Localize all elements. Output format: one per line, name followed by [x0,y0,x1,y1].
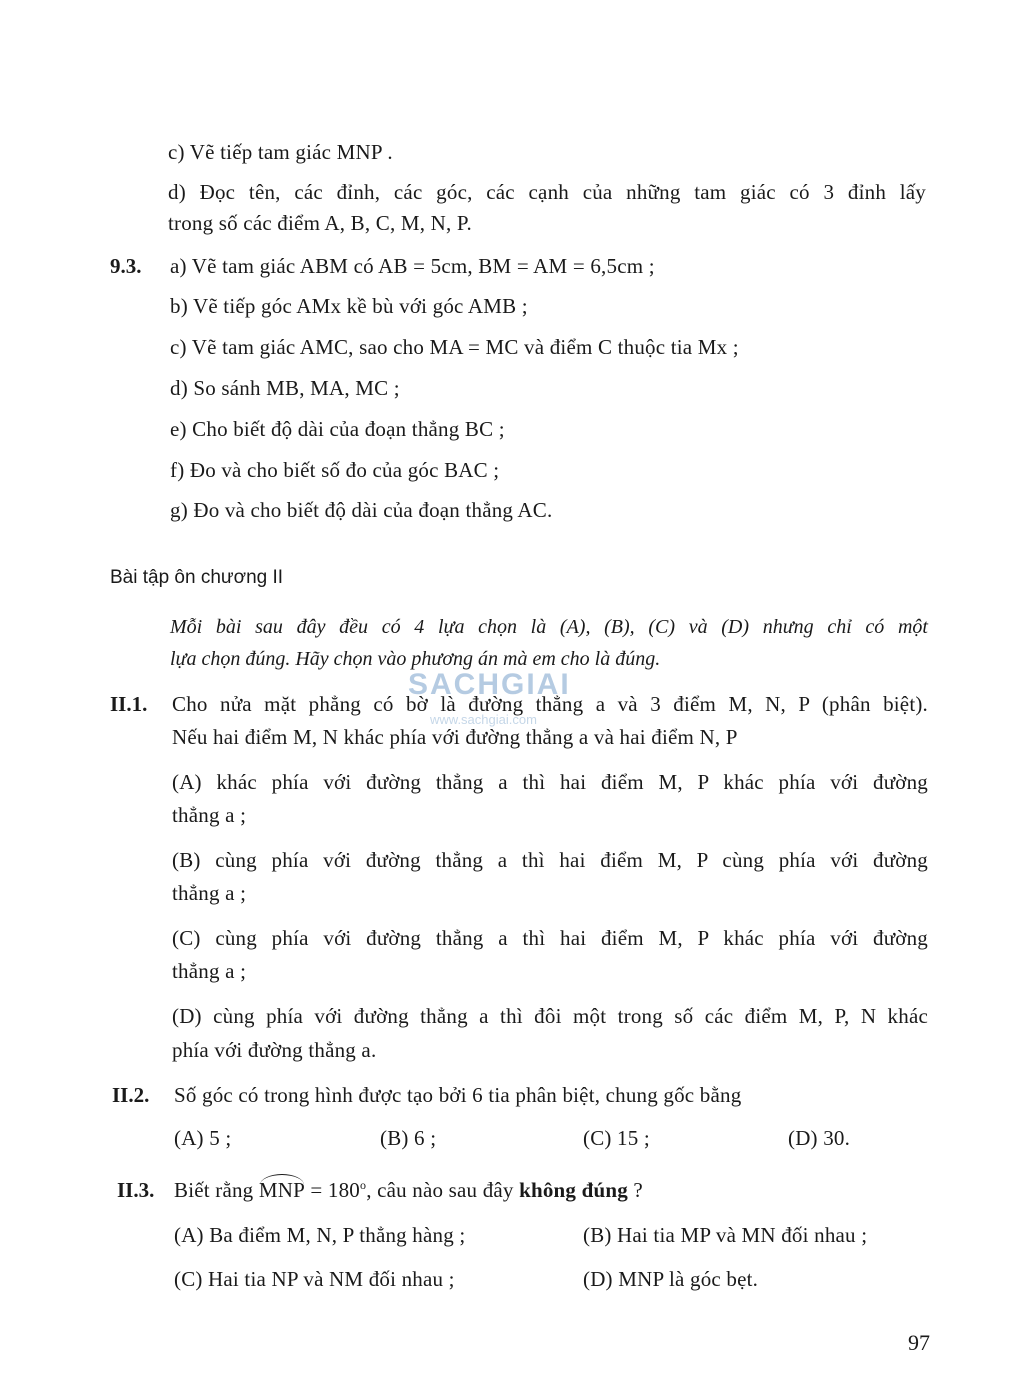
exercise-9-3-a: a) Vẽ tam giác ABM có AB = 5cm, BM = AM = 6,5cm ; [170,254,655,278]
option-II-1-D-line1: (D) cùng phía với đường thẳng a thì đôi một trong số các điểm M, P, N khác [172,1004,928,1028]
question-prefix: Biết rằng [174,1178,254,1202]
watermark-url: www.sachgiai.com [430,712,537,727]
option-II-1-C-line1: (C) cùng phía với đường thẳng a thì hai điểm M, P khác phía với đường [172,926,928,950]
exercise-II-1-number: II.1. [110,692,148,716]
section-heading: Bài tập ôn chương II [110,567,284,588]
option-II-1-A-line2: thẳng a ; [172,803,247,827]
option-II-3-A: (A) Ba điểm M, N, P thẳng hàng ; [174,1223,466,1247]
option-II-3-C: (C) Hai tia NP và NM đối nhau ; [174,1267,455,1291]
item-d-line2: trong số các điểm A, B, C, M, N, P. [168,211,472,235]
exercise-II-3-question [174,1178,643,1203]
section-intro-line2: lựa chọn đúng. Hãy chọn vào phương án mà em cho là đúng. [170,648,661,670]
option-II-1-D-line2: phía với đường thẳng a. [172,1038,377,1062]
option-II-2-D: (D) 30. [788,1126,851,1150]
option-II-3-B: (B) Hai tia MP và MN đối nhau ; [583,1223,868,1247]
option-II-1-A-line1: (A) khác phía với đường thẳng a thì hai điểm M, P khác phía với đường [172,770,928,794]
degree-symbol: o [360,1178,367,1192]
option-II-2-A: (A) 5 ; [174,1126,232,1150]
exercise-II-2-number: II.2. [112,1083,150,1107]
angle-equals: = 180 [310,1178,360,1202]
exercise-II-3-number: II.3. [117,1178,155,1202]
exercise-II-1-question-line1: Cho nửa mặt phẳng có bờ là đường thẳng a và 3 điểm M, N, P (phân biệt). [172,692,928,716]
watermark-logo: SACHGIAI [408,668,571,701]
option-II-1-B-line1: (B) cùng phía với đường thẳng a thì hai điểm M, P cùng phía với đường [172,848,928,872]
exercise-9-3-c: c) Vẽ tam giác AMC, sao cho MA = MC và điểm C thuộc tia Mx ; [170,335,739,359]
question-middle: , câu nào sau đây [366,1178,514,1202]
section-intro-line1: Mỗi bài sau đây đều có 4 lựa chọn là (A), (B), (C) và (D) nhưng chỉ có một [170,616,928,638]
option-II-1-C-line2: thẳng a ; [172,959,247,983]
option-II-1-B-line2: thẳng a ; [172,881,247,905]
question-mark: ? [633,1178,643,1202]
exercise-II-1-question-line2: Nếu hai điểm M, N khác phía với đường thẳng a và hai điểm N, P [172,725,738,749]
item-d-line1: d) Đọc tên, các đỉnh, các góc, các cạnh của những tam giác có 3 đỉnh lấy [168,180,926,204]
option-II-2-B: (B) 6 ; [380,1126,437,1150]
exercise-II-2-question: Số góc có trong hình được tạo bởi 6 tia phân biệt, chung gốc bằng [174,1083,742,1107]
page-number: 97 [908,1330,930,1355]
angle-arc-notation: MNP [258,1178,305,1202]
option-II-3-D: (D) MNP là góc bẹt. [583,1267,759,1291]
exercise-9-3-g: g) Đo và cho biết độ dài của đoạn thẳng AC. [170,498,553,522]
exercise-9-3-number: 9.3. [110,254,142,278]
item-c-draw-triangle: c) Vẽ tiếp tam giác MNP . [168,140,393,164]
exercise-9-3-f: f) Đo và cho biết số đo của góc BAC ; [170,458,500,482]
option-II-2-C: (C) 15 ; [583,1126,650,1150]
exercise-9-3-e: e) Cho biết độ dài của đoạn thẳng BC ; [170,417,505,441]
emphasis-not-correct: không đúng [519,1178,628,1202]
exercise-9-3-d: d) So sánh MB, MA, MC ; [170,376,400,400]
exercise-9-3-b: b) Vẽ tiếp góc AMx kề bù với góc AMB ; [170,294,528,318]
